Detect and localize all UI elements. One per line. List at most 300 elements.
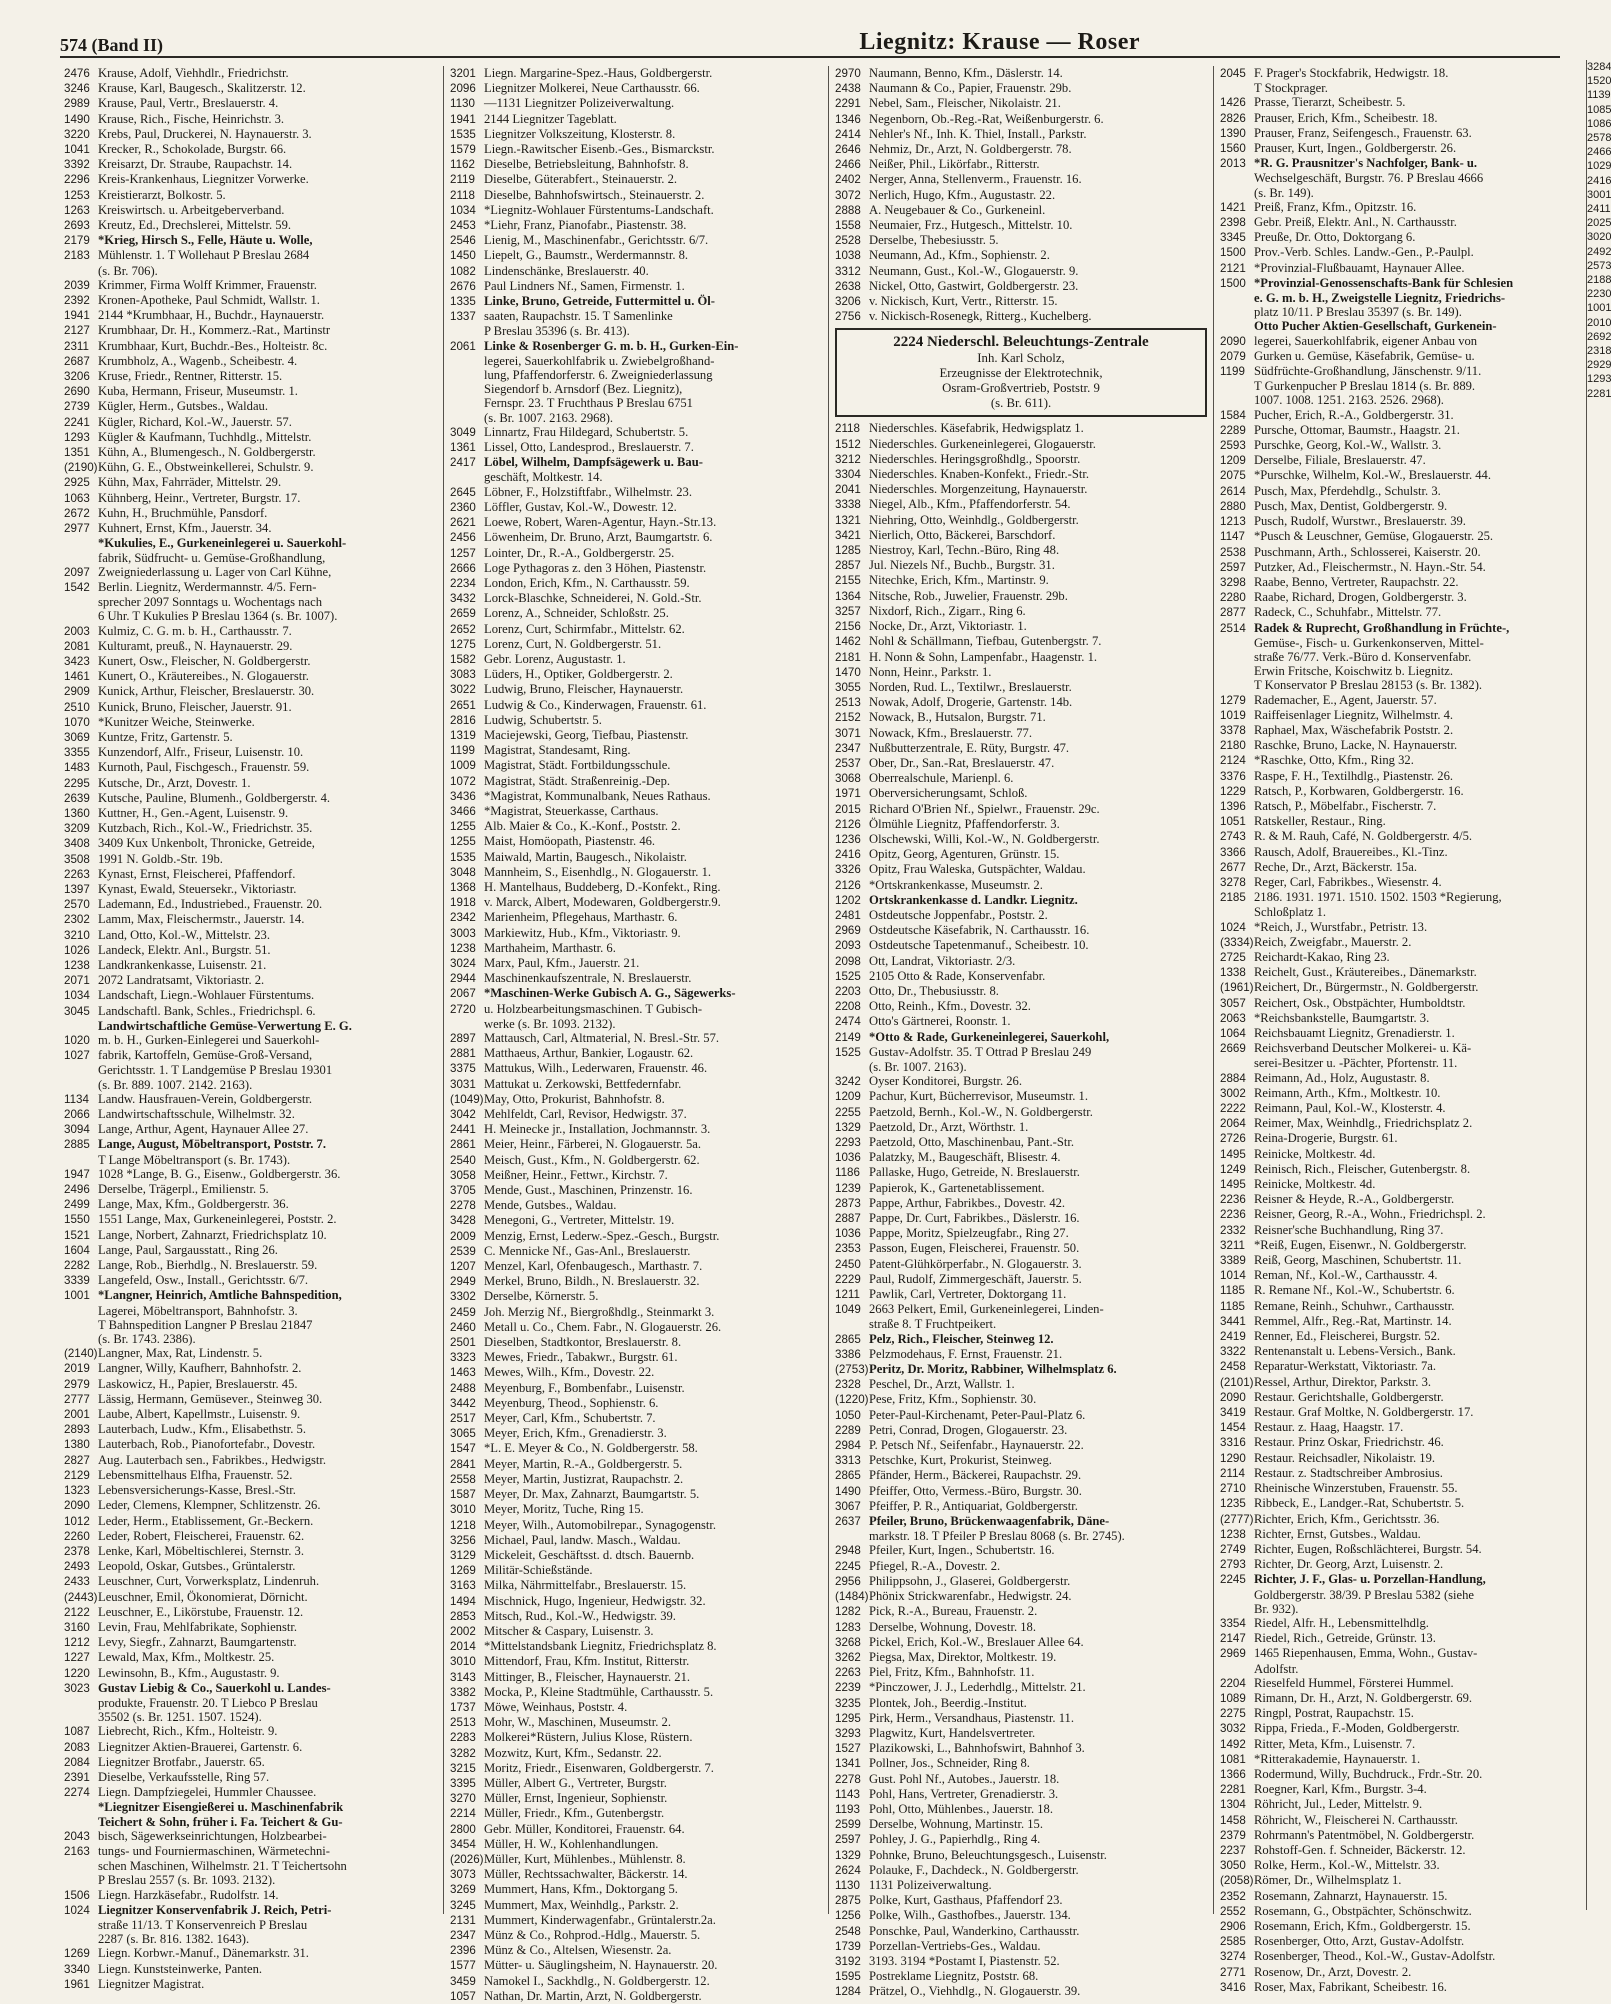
directory-entry	[450, 1244, 822, 1259]
phone-number: 3269	[450, 1883, 476, 1897]
directory-entry	[64, 1182, 437, 1197]
directory-entry	[1220, 1646, 1592, 1661]
directory-entry	[450, 819, 822, 834]
directory-entry	[1220, 423, 1592, 438]
phone-number: 2909	[64, 685, 90, 699]
entry-text: Kutsche, Pauline, Blumenh., Goldbergerstr. 4.	[98, 790, 331, 805]
phone-number: 2019	[64, 1362, 90, 1376]
entry-text: Zweigniederlassung u. Lager von Carl Kühne,	[98, 564, 332, 579]
phone-number: 2353	[835, 1242, 861, 1256]
directory-entry	[1220, 875, 1592, 890]
entry-text: Lüders, H., Optiker, Goldbergerstr. 2.	[484, 667, 673, 682]
phone-number: 2281	[1220, 1783, 1246, 1797]
entry-text: Laube, Albert, Kapellmstr., Luisenstr. 9.	[98, 1407, 301, 1422]
entry-text: Adolfstr.	[1254, 1661, 1299, 1676]
phone-number: 1500	[1220, 276, 1246, 290]
advert-phone-number: 2224	[893, 334, 924, 351]
phone-number: 2126	[835, 817, 861, 831]
entry-text: Leder, Herm., Etablissement, Gr.-Beckern.	[98, 1513, 314, 1528]
phone-number: 2651	[450, 698, 476, 712]
directory-entry	[450, 425, 822, 440]
entry-text: Mewes, Wilh., Kfm., Dovestr. 22.	[484, 1365, 655, 1380]
directory-entry	[450, 1624, 822, 1639]
directory-entry	[1220, 890, 1592, 905]
entry-text: Müller, Albert G., Vertreter, Burgstr.	[484, 1775, 667, 1790]
phone-number: 1020	[64, 1034, 90, 1047]
directory-entry	[450, 1609, 822, 1624]
directory-entry	[450, 1153, 822, 1168]
entry-text: Raspe, F. H., Textilhdlg., Piastenstr. 26.	[1254, 768, 1454, 783]
entry-text: Fernspr. 23. T Fruchthaus P Breslau 6751	[484, 396, 693, 411]
entry-text: Kutzbach, Rich., Kol.-W., Friedrichstr. 35.	[98, 821, 313, 836]
directory-entry	[1220, 438, 1592, 453]
directory-entry	[64, 112, 437, 127]
entry-text: Br. 932).	[1254, 1601, 1299, 1616]
directory-entry	[835, 817, 1207, 832]
directory-entry	[1220, 605, 1592, 620]
entry-text: Krimmer, Firma Wolff Krimmer, Frauenstr.	[98, 277, 317, 292]
entry-text: Philippsohn, J., Glaserei, Goldbergerstr.	[869, 1573, 1071, 1588]
directory-entry	[64, 1197, 437, 1212]
phone-number: 1535	[450, 850, 476, 864]
directory-entry	[450, 382, 822, 396]
phone-number: 3024	[450, 956, 476, 970]
entry-text: Lauterbach, Rob., Pianofortefabr., Dovestr.	[98, 1437, 316, 1452]
entry-text: *Pinczower, J. J., Lederhdlg., Mittelstr. 21.	[869, 1680, 1086, 1695]
directory-entry	[1220, 1797, 1592, 1812]
directory-entry	[64, 1529, 437, 1544]
phone-number: 2857	[835, 559, 861, 573]
entry-text: C. Mennicke Nf., Gas-Anl., Breslauerstr.	[484, 1243, 691, 1258]
directory-entry	[64, 700, 437, 715]
entry-text: 1007. 1008. 1251. 2163. 2526. 2968).	[1254, 393, 1444, 408]
phone-number: 2865	[835, 1332, 861, 1346]
entry-text: v. Nickisch, Kurt, Vertr., Ritterstr. 15.	[869, 294, 1058, 309]
phone-number: 1512	[835, 437, 861, 451]
directory-entry	[1220, 1116, 1592, 1131]
directory-entry	[450, 1989, 822, 2004]
phone-number: 3242	[835, 1075, 861, 1089]
entry-text: Plagwitz, Kurt, Handelsvertreter.	[869, 1725, 1036, 1740]
directory-entry	[64, 475, 437, 490]
entry-text: Kuttner, H., Gen.-Agent, Luisenstr. 9.	[98, 805, 289, 820]
directory-entry	[64, 776, 437, 791]
entry-text: Mummert, Hans, Kfm., Doktorgang 5.	[484, 1882, 678, 1897]
entry-text: tungs- und Fourniermaschinen, Wärmetechni-	[98, 1843, 330, 1858]
phone-number: 1212	[64, 1636, 90, 1650]
entry-text: Peschel, Dr., Arzt, Wallstr. 1.	[869, 1377, 1015, 1392]
directory-entry	[835, 437, 1207, 452]
directory-entry	[64, 1377, 437, 1392]
directory-entry	[835, 1332, 1207, 1347]
entry-text: Petri, Conrad, Drogen, Glogauerstr. 23.	[869, 1422, 1068, 1437]
entry-text: Levin, Frau, Mehlfabrikate, Sophienstr.	[98, 1619, 298, 1634]
entry-text: Pelzmodehaus, F. Ernst, Frauenstr. 21.	[869, 1346, 1063, 1361]
phone-number: 2969	[835, 924, 861, 938]
directory-entry	[1220, 1873, 1592, 1888]
entry-text: saaten, Raupachstr. 15. T Samenlinke	[484, 309, 673, 324]
phone-number: 1209	[835, 1090, 861, 1104]
phone-number: 2332	[1220, 1223, 1246, 1237]
phone-number: 1337	[450, 310, 476, 324]
phone-number: 2677	[1220, 860, 1246, 874]
directory-entry	[450, 1168, 822, 1183]
phone-number: 3262	[835, 1650, 861, 1664]
entry-text: Mittinger, B., Fleischer, Haynauerstr. 21.	[484, 1669, 691, 1684]
entry-text: *R. G. Prausnitzer's Nachfolger, Bank- u.	[1254, 156, 1478, 171]
directory-entry	[835, 248, 1207, 263]
entry-text: Maist, Homöopath, Piastenstr. 46.	[484, 834, 656, 849]
entry-text: Kunzendorf, Alfr., Friseur, Luisenstr. 10.	[98, 745, 304, 760]
phone-number: (2443)	[64, 1590, 98, 1604]
phone-number: 3392	[64, 158, 90, 172]
directory-entry	[64, 1559, 437, 1574]
entry-text: Marienheim, Pflegehaus, Marthastr. 6.	[484, 910, 678, 925]
entry-text: Dieselbe, Güterabfert., Steinauerstr. 2.	[484, 172, 678, 187]
directory-column-4	[1213, 66, 1598, 1994]
phone-number: 2079	[1220, 349, 1246, 363]
phone-number: 3282	[450, 1746, 476, 1760]
directory-entry	[64, 415, 437, 430]
phone-number: 1525	[835, 969, 861, 983]
phone-number: 2538	[1220, 545, 1246, 559]
entry-text: Landschaftl. Bank, Schles., Friedrichspl. 6.	[98, 1003, 316, 1018]
directory-entry	[64, 264, 437, 278]
entry-text: Pucher, Erich, R.-A., Goldbergerstr. 31.	[1254, 407, 1454, 422]
directory-entry	[835, 1287, 1207, 1302]
directory-entry	[64, 1873, 437, 1887]
entry-text: Nowack, Kfm., Breslauerstr. 77.	[869, 725, 1032, 740]
directory-entry	[64, 551, 437, 565]
directory-entry	[450, 1761, 822, 1776]
entry-text: Otto, Reinh., Kfm., Dovestr. 32.	[869, 999, 1031, 1014]
entry-text: Paetzold, Bernh., Kol.-W., N. Goldbergerstr.	[869, 1104, 1093, 1119]
entry-text: *Raschke, Otto, Kfm., Ring 32.	[1254, 753, 1414, 768]
entry-text: straße 8. T Fruchtpeikert.	[869, 1317, 997, 1332]
edge-number: 2411	[1587, 203, 1611, 216]
phone-number: 2672	[64, 506, 90, 520]
directory-entry	[64, 96, 437, 111]
phone-number: 2666	[450, 561, 476, 575]
phone-number: 2127	[64, 324, 90, 338]
entry-text: Rosemann, Erich, Kfm., Goldbergerstr. 15.	[1254, 1918, 1471, 1933]
directory-column-2	[443, 66, 828, 2003]
entry-text: Kreutz, Ed., Drechslerei, Mittelstr. 59.	[98, 218, 292, 233]
directory-entry	[64, 445, 437, 460]
phone-number: (1220)	[835, 1393, 869, 1407]
directory-entry	[64, 1019, 437, 1033]
directory-entry	[1220, 829, 1592, 844]
directory-entry	[450, 142, 822, 157]
entry-text: *Purschke, Wilhelm, Kol.-W., Breslauerstr. 44.	[1254, 468, 1491, 483]
entry-text: Rentenanstalt u. Lebens-Versich., Bank.	[1254, 1344, 1456, 1359]
entry-text: Meyer, Dr. Max, Zahnarzt, Baumgartstr. 5.	[484, 1487, 700, 1502]
entry-text: Derselbe, Körnerstr. 5.	[484, 1289, 599, 1304]
advert-line-3: (s. Br. 611).	[990, 396, 1052, 411]
edge-number: 2025	[1587, 217, 1611, 230]
phone-number: 3010	[450, 1655, 476, 1669]
entry-text: Otto Pucher Aktien-Gesellschaft, Gurkenein-	[1254, 319, 1497, 334]
entry-text: *L. E. Meyer & Co., N. Goldbergerstr. 58.	[484, 1441, 698, 1456]
directory-entry	[835, 573, 1207, 588]
phone-number: 3069	[64, 730, 90, 744]
entry-text: Niederschles. Heringsgroßhdlg., Spoorstr.	[869, 451, 1081, 466]
phone-number: 2097	[64, 565, 90, 579]
phone-number: 3316	[1220, 1436, 1246, 1450]
entry-text: 1028 *Lange, B. G., Eisenw., Goldbergerstr. 36.	[98, 1166, 341, 1181]
directory-entry	[1220, 1207, 1592, 1222]
phone-number: 1209	[1220, 454, 1246, 468]
entry-text: P Breslau 35396 (s. Br. 413).	[484, 324, 630, 339]
phone-number: 2239	[835, 1681, 861, 1695]
entry-text: Menzig, Ernst, Lederw.-Spez.-Gesch., Burgstr.	[484, 1228, 720, 1243]
entry-text: Derselbe, Filiale, Breslauerstr. 47.	[1254, 453, 1426, 468]
directory-entry	[64, 536, 437, 550]
directory-entry	[835, 1453, 1207, 1468]
entry-text: Nierlich, Otto, Bäckerei, Barschdorf.	[869, 527, 1056, 542]
directory-entry	[1220, 171, 1592, 185]
entry-text: Norden, Rud. L., Textilwr., Breslauerstr.	[869, 679, 1072, 694]
entry-text: Reimer, Max, Weinhdlg., Friedrichsplatz 2.	[1254, 1116, 1473, 1131]
phone-number: 1162	[450, 158, 475, 172]
directory-entry	[1220, 111, 1592, 126]
entry-text: Nitechke, Erich, Kfm., Martinstr. 9.	[869, 573, 1049, 588]
phone-number: 1255	[450, 835, 476, 849]
phone-number: 3042	[450, 1108, 476, 1122]
entry-text: Leder, Clemens, Klempner, Schlitzenstr. 26.	[98, 1498, 321, 1513]
entry-text: Pollner, Jos., Schneider, Ring 8.	[869, 1756, 1030, 1771]
directory-entry	[64, 1620, 437, 1635]
directory-entry	[1220, 1451, 1592, 1466]
phone-number: 3423	[64, 654, 90, 668]
directory-entry	[1220, 245, 1592, 260]
entry-text: Müller, Kurt, Mühlenbes., Mühlenstr. 8.	[484, 1851, 686, 1866]
entry-text: Preiß, Franz, Kfm., Opitzstr. 16.	[1254, 199, 1417, 214]
directory-entry	[64, 1590, 437, 1605]
entry-text: Raphael, Max, Wäschefabrik Poststr. 2.	[1254, 722, 1454, 737]
directory-entry	[64, 836, 437, 851]
directory-entry	[450, 1852, 822, 1867]
entry-text: P. Petsch Nf., Seifenfabr., Haynauerstr. 22.	[869, 1438, 1084, 1453]
entry-text: Raabe, Richard, Drogen, Goldbergerstr. 3.	[1254, 590, 1467, 605]
entry-text: Erwin Fritsche, Koischwitz b. Liegnitz.	[1254, 664, 1454, 679]
directory-entry	[450, 96, 822, 111]
directory-entry	[1220, 1253, 1592, 1268]
directory-entry	[64, 1332, 437, 1346]
entry-text: Aug. Lauterbach sen., Fabrikbes., Hedwigstr.	[98, 1452, 327, 1467]
entry-text: Magistrat, Standesamt, Ring.	[484, 743, 631, 758]
phone-number: 2827	[64, 1453, 90, 1467]
phone-number: 3293	[835, 1726, 861, 1740]
entry-text: Rosenberger, Theod., Kol.-W., Gustav-Adolfstr.	[1254, 1949, 1496, 1964]
entry-text: Müller, Ernst, Ingenieur, Sophienstr.	[484, 1791, 668, 1806]
entry-text: Mummert, Kinderwagenfabr., Grüntalerstr.2a.	[484, 1912, 716, 1927]
directory-entry	[450, 1305, 822, 1320]
directory-entry	[64, 1888, 437, 1903]
entry-text: Paul Lindners Nf., Samen, Firmenstr. 1.	[484, 278, 685, 293]
directory-entry	[1220, 965, 1592, 980]
phone-number: 1364	[835, 589, 861, 603]
phone-number: 2570	[64, 898, 90, 912]
directory-entry	[450, 264, 822, 279]
entry-text: Lorenz, Curt, Schirmfabr., Mittelstr. 62.	[484, 621, 685, 636]
directory-entry	[1220, 1131, 1592, 1146]
directory-entry	[64, 988, 437, 1003]
phone-number: 2311	[64, 339, 89, 353]
entry-text: 2105 Otto & Rade, Konservenfabr.	[869, 968, 1046, 983]
phone-number: 3215	[450, 1761, 476, 1775]
phone-number: 2453	[450, 219, 476, 233]
phone-number: 3428	[450, 1214, 476, 1228]
entry-text: Radeck, C., Schuhfabr., Mittelstr. 77.	[1254, 605, 1442, 620]
entry-text: Maschinenkaufszentrale, N. Breslauerstr.	[484, 971, 692, 986]
entry-text: Löffler, Gustav, Kol.-W., Dowestr. 12.	[484, 499, 677, 514]
directory-entry	[1220, 814, 1592, 829]
phone-number: 2291	[835, 97, 861, 111]
entry-text: Porzellan-Vertriebs-Ges., Waldau.	[869, 1938, 1041, 1953]
entry-text: Kreis-Krankenhaus, Liegnitzer Vorwerke.	[98, 172, 309, 187]
phone-number: 2149	[835, 1030, 861, 1044]
phone-number: 2378	[64, 1544, 90, 1558]
directory-entry	[1220, 230, 1592, 245]
directory-entry	[1220, 364, 1592, 379]
directory-entry	[1220, 996, 1592, 1011]
entry-text: Molkerei*Rüstern, Julius Klose, Rüstern.	[484, 1730, 693, 1745]
phone-number: 3366	[1220, 845, 1246, 859]
entry-text: Müller, H. W., Kohlenhandlungen.	[484, 1836, 659, 1851]
phone-number: 2282	[64, 1259, 90, 1273]
entry-text: Kuhn, H., Bruchmühle, Pansdorf.	[98, 505, 268, 520]
phone-number: (2753)	[835, 1363, 869, 1377]
phone-number: 2614	[1220, 484, 1246, 498]
phone-number: 1185	[1220, 1299, 1245, 1313]
phone-number: 2853	[450, 1609, 476, 1623]
phone-number: 2450	[835, 1257, 861, 1271]
directory-entry	[835, 832, 1207, 847]
entry-text: Mehlfeldt, Carl, Revisor, Hedwigstr. 37.	[484, 1107, 687, 1122]
entry-text: Mütter- u. Säuglingsheim, N. Haynauerstr. 20.	[484, 1958, 718, 1973]
entry-text: Niederschles. Morgenzeitung, Haynauerstr.	[869, 482, 1088, 497]
entry-text: (s. Br. 149).	[1254, 185, 1314, 200]
directory-entry	[1220, 1329, 1592, 1344]
phone-number: 2296	[64, 173, 90, 187]
entry-text: *Provinzial-Genossenschafts-Bank für Schlesien	[1254, 275, 1514, 290]
directory-entry	[450, 1229, 822, 1244]
edge-number: 1086	[1587, 117, 1611, 130]
directory-entry	[64, 1122, 437, 1137]
entry-text: Meyer, Martin, Justizrat, Raupachstr. 2.	[484, 1471, 684, 1486]
entry-text: Paetzold, Dr., Arzt, Wörthstr. 1.	[869, 1119, 1029, 1134]
entry-text: Liegnitzer Molkerei, Neue Carthausstr. 66.	[484, 81, 700, 96]
phone-number: 3382	[450, 1685, 476, 1699]
directory-entry	[64, 1137, 437, 1152]
entry-text: Rimann, Dr. H., Arzt, N. Goldbergerstr. 69.	[1254, 1690, 1473, 1705]
entry-text: Merkel, Bruno, Bildh., N. Breslauerstr. 32.	[484, 1274, 700, 1289]
phone-number: 1577	[450, 1959, 476, 1973]
phone-number: 2710	[1220, 1482, 1246, 1496]
directory-entry	[64, 882, 437, 897]
phone-number: 1220	[64, 1666, 90, 1680]
directory-entry	[450, 1791, 822, 1806]
entry-text: Pfeiffer, Otto, Vermess.-Büro, Burgstr. 30.	[869, 1483, 1082, 1498]
directory-entry	[64, 1724, 437, 1739]
entry-text: Prauser, Franz, Seifengesch., Frauenstr. 63.	[1254, 125, 1472, 140]
entry-text: Oberversicherungsamt, Schloß.	[869, 786, 1028, 801]
entry-text: Lange, Max, Kfm., Goldbergerstr. 36.	[98, 1197, 289, 1212]
edge-number: 2230	[1587, 288, 1611, 301]
directory-entry	[64, 1710, 437, 1724]
directory-entry	[835, 558, 1207, 573]
phone-number: 2841	[450, 1457, 476, 1471]
phone-number: 1584	[1220, 408, 1246, 422]
entry-text: Siegendorf b. Arnsdorf (Bez. Liegnitz),	[484, 382, 683, 397]
entry-text: Rohrmann's Patentmöbel, N. Goldbergerstr.	[1254, 1827, 1475, 1842]
directory-entry	[450, 500, 822, 515]
phone-number: 2970	[835, 67, 861, 80]
entry-text: Reisner, Georg, R.-A., Wohn., Friedrichspl. 2.	[1254, 1207, 1486, 1222]
directory-entry	[64, 912, 437, 927]
entry-text: Plazikowski, L., Bahnhofswirt, Bahnhof 3.	[869, 1741, 1085, 1756]
edge-number: 1001	[1587, 302, 1611, 315]
entry-text: Peter-Paul-Kirchenamt, Peter-Paul-Platz 6.	[869, 1407, 1086, 1422]
directory-entry	[1220, 1965, 1592, 1980]
advert-title	[843, 334, 1199, 351]
entry-text: Röhricht, Jul., Leder, Mittelstr. 9.	[1254, 1797, 1423, 1812]
directory-entry	[835, 1772, 1207, 1787]
phone-number: 1283	[835, 1620, 861, 1634]
entry-text: Patent-Glühkörperfabr., N. Glogauerstr. 3.	[869, 1256, 1082, 1271]
entry-text: Kreisarzt, Dr. Straube, Raupachstr. 14.	[98, 157, 293, 172]
entry-text: Kühnberg, Heinr., Vertreter, Burgstr. 17.	[98, 490, 301, 505]
entry-text: Langner, Willy, Kaufherr, Bahnhofstr. 2.	[98, 1361, 302, 1376]
entry-text: Metall u. Co., Chem. Fabr., N. Glogauerstr. 26.	[484, 1319, 722, 1334]
entry-text: Oyser Konditorei, Burgstr. 26.	[869, 1074, 1022, 1089]
entry-text: Loge Pythagoras z. den 3 Höhen, Piastenstr.	[484, 560, 707, 575]
entry-text: 6 Uhr. T Kukulies P Breslau 1364 (s. Br. 1007).	[98, 609, 338, 624]
phone-number: 1547	[450, 1442, 476, 1456]
entry-text: Nowak, Adolf, Drogerie, Gartenstr. 14b.	[869, 695, 1073, 710]
entry-text: Militär-Schießstände.	[484, 1563, 593, 1578]
directory-entry	[450, 789, 822, 804]
entry-text: Pohl, Hans, Vertreter, Grenadierstr. 3.	[869, 1786, 1059, 1801]
entry-text: Niederschles. Käsefabrik, Hedwigsplatz 1.	[869, 421, 1084, 436]
entry-text: Moritz, Friedr., Eisenwaren, Goldbergerstr. 7.	[484, 1760, 714, 1775]
entry-text: Namokel I., Sackhdlg., N. Goldbergerstr. 12.	[484, 1973, 710, 1988]
phone-number: 2539	[450, 1244, 476, 1258]
phone-number: 2546	[450, 234, 476, 248]
directory-entry	[64, 384, 437, 399]
entry-text: Münz & Co., Rohprod.-Hdlg., Mauerstr. 5.	[484, 1927, 701, 1942]
entry-text: Kügler, Richard, Kol.-W., Jauerstr. 57.	[98, 414, 292, 429]
phone-number: 1918	[450, 896, 476, 910]
edge-number: 2929	[1587, 359, 1611, 372]
entry-text: Restaur. z. Stadtschreiber Ambrosius.	[1254, 1465, 1443, 1480]
directory-entry	[1220, 1557, 1592, 1572]
directory-entry	[835, 1272, 1207, 1287]
entry-text: Piel, Fritz, Kfm., Bahnhofstr. 11.	[869, 1665, 1035, 1680]
phone-number: 1341	[835, 1757, 861, 1771]
entry-text: R. Remane Nf., Kol.-W., Schubertstr. 6.	[1254, 1283, 1455, 1298]
directory-entry	[835, 1878, 1207, 1893]
entry-text: Kunick, Bruno, Fleischer, Jauerstr. 91.	[98, 699, 292, 714]
phone-number: 1295	[835, 1711, 861, 1725]
directory-entry	[64, 1167, 437, 1182]
entry-text: Phönix Strickwarenfabr., Hedwigstr. 24.	[869, 1589, 1072, 1604]
adjacent-page-edge	[1586, 60, 1611, 1910]
directory-entry	[450, 1639, 822, 1654]
entry-text: Mitsch, Rud., Kol.-W., Hedwigstr. 39.	[484, 1608, 676, 1623]
phone-number: 2278	[835, 1772, 861, 1786]
